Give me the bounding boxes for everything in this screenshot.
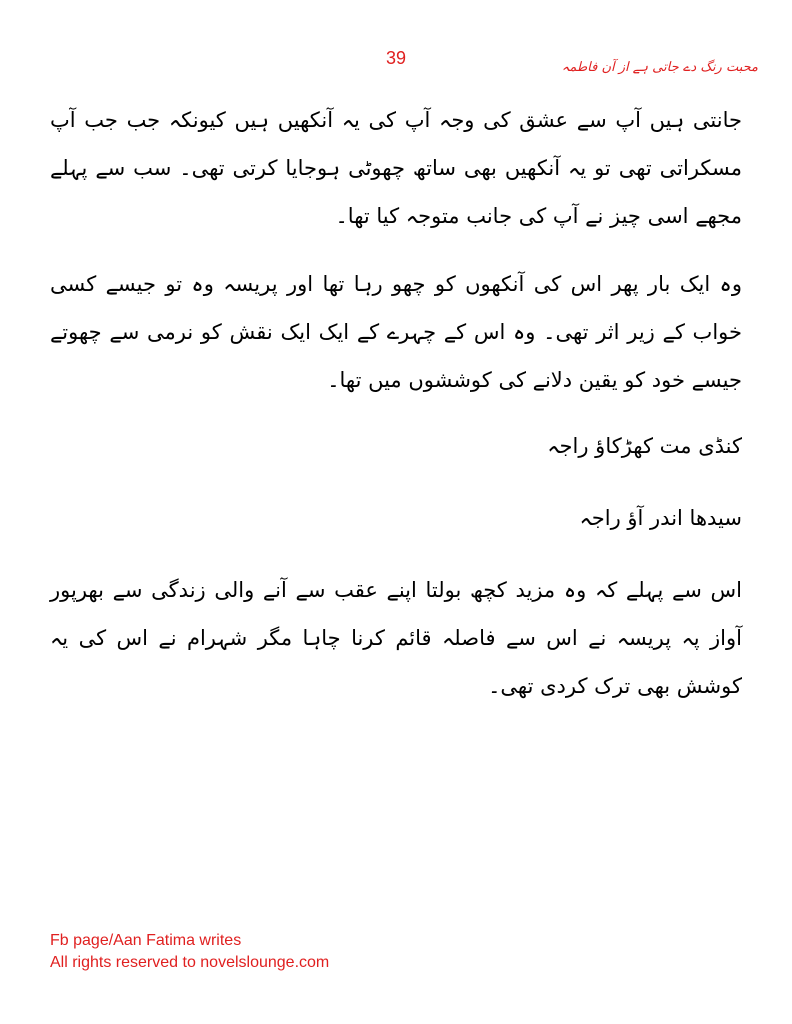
footer-fb-page: Fb page/Aan Fatima writes: [50, 932, 242, 949]
paragraph-3: کنڈی مت کھڑکاؤ راجہ: [547, 434, 742, 458]
paragraph-5: اس سے پہلے کہ وہ مزید کچھ بولتا اپنے عقب سے آنے والی زندگی سے بھرپور آواز پہ پریسہ نے اس سے فاصلہ قائم کرنا چاہا مگر شہرام نے اس کی یہ کوشش بھی ترک کردی تھی۔: [50, 578, 742, 698]
paragraph-2: وہ ایک بار پھر اس کی آنکھوں کو چھو رہا تھا اور پریسہ وہ تو جیسے کسی خواب کے زیر اثر تھی۔ وہ اس کے چہرے کے ایک ایک نقش کو نرمی سے چھوتے جیسے خود کو یقین دلانے کی کوششوں میں تھا۔: [50, 272, 742, 392]
document-body: [50, 96, 742, 716]
paragraph-1: جانتی ہیں آپ سے عشق کی وجہ آپ کی یہ آنکھیں ہیں کیونکہ جب جب آپ مسکراتی تھی تو یہ آنکھیں بھی ساتھ چھوٹی ہوجایا کرتی تھی۔ سب سے پہلے مجھے اسی چیز نے آپ کی جانب متوجہ کیا تھا۔: [50, 108, 742, 228]
paragraph-4: سیدھا اندر آؤ راجہ: [579, 506, 742, 530]
footer: [50, 930, 329, 974]
page-number: 39: [385, 48, 407, 68]
footer-rights: All rights reserved to novelslounge.com: [50, 954, 330, 971]
book-title: محبت رنگ دے جاتی ہے از آن فاطمہ: [561, 60, 758, 75]
